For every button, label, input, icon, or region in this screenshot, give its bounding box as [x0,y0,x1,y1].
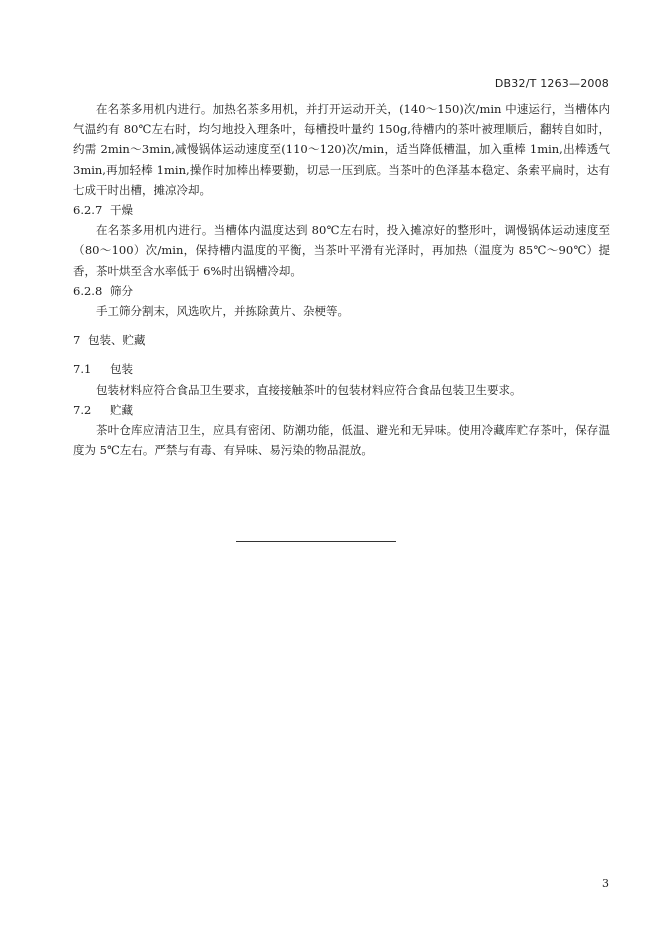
paragraph-6-2-7: 在名茶多用机内进行。当槽体内温度达到 80℃左右时，投入摊凉好的整形叶，调慢锅体运动速度至（80～100）次/min，保持槽内温度的平衡，当茶叶平滑有光泽时，再加热（温度为 85℃～90℃）提香，茶叶烘至含水率低于 6%时出锅槽冷却。 [73,223,610,278]
section-number: 6.2.7 [73,203,103,218]
chapter-heading-7 [73,330,610,350]
end-of-document-rule [236,541,396,542]
standard-code: DB32/T 1263—2008 [494,77,609,90]
document-body [73,99,610,460]
page-number: 3 [602,877,609,890]
chapter-title: 包装、贮藏 [88,333,146,348]
section-number: 7.2 [73,402,92,417]
section-heading-7-2 [73,400,610,420]
paragraph-6-2-8: 手工筛分割末，风选吹片，并拣除黄片、杂梗等。 [96,304,349,319]
chapter-number: 7 [73,333,81,348]
paragraph-7-1: 包装材料应符合食品卫生要求，直接接触茶叶的包装材料应符合食品包装卫生要求。 [96,382,522,397]
section-number: 7.1 [73,362,92,377]
section-title: 干燥 [110,203,133,218]
section-heading-6-2-7 [73,200,610,220]
section-heading-7-1 [73,359,610,379]
section-title: 包装 [110,362,133,377]
section-number: 6.2.8 [73,283,103,298]
section-title: 贮藏 [110,402,133,417]
section-heading-6-2-8 [73,281,610,301]
paragraph-7-2: 茶叶仓库应清洁卫生，应具有密闭、防潮功能，低温、避光和无异味。使用冷藏库贮存茶叶，保存温度为 5℃左右。严禁与有毒、有异味、易污染的物品混放。 [73,423,610,458]
paragraph-6-2-3-continued: 在名茶多用机内进行。加热名茶多用机，并打开运动开关，(140～150)次/min 中速运行，当槽体内气温约有 80℃左右时，均匀地投入理条叶，每槽投叶量约 150g,待槽内的茶叶被理顺后，翻转自如时，约需 2min～3min,减慢锅体运动速度至(110～120)次/min，适当降低槽温，加入重棒 1min,出棒透气 3min,再加轻棒 1min,操作时加棒出棒要勤，切忌一压到底。当茶叶的色泽基本稳定、条索平扁时，达有七成干时出槽，摊凉冷却。 [73,102,610,197]
section-title: 筛分 [110,283,133,298]
